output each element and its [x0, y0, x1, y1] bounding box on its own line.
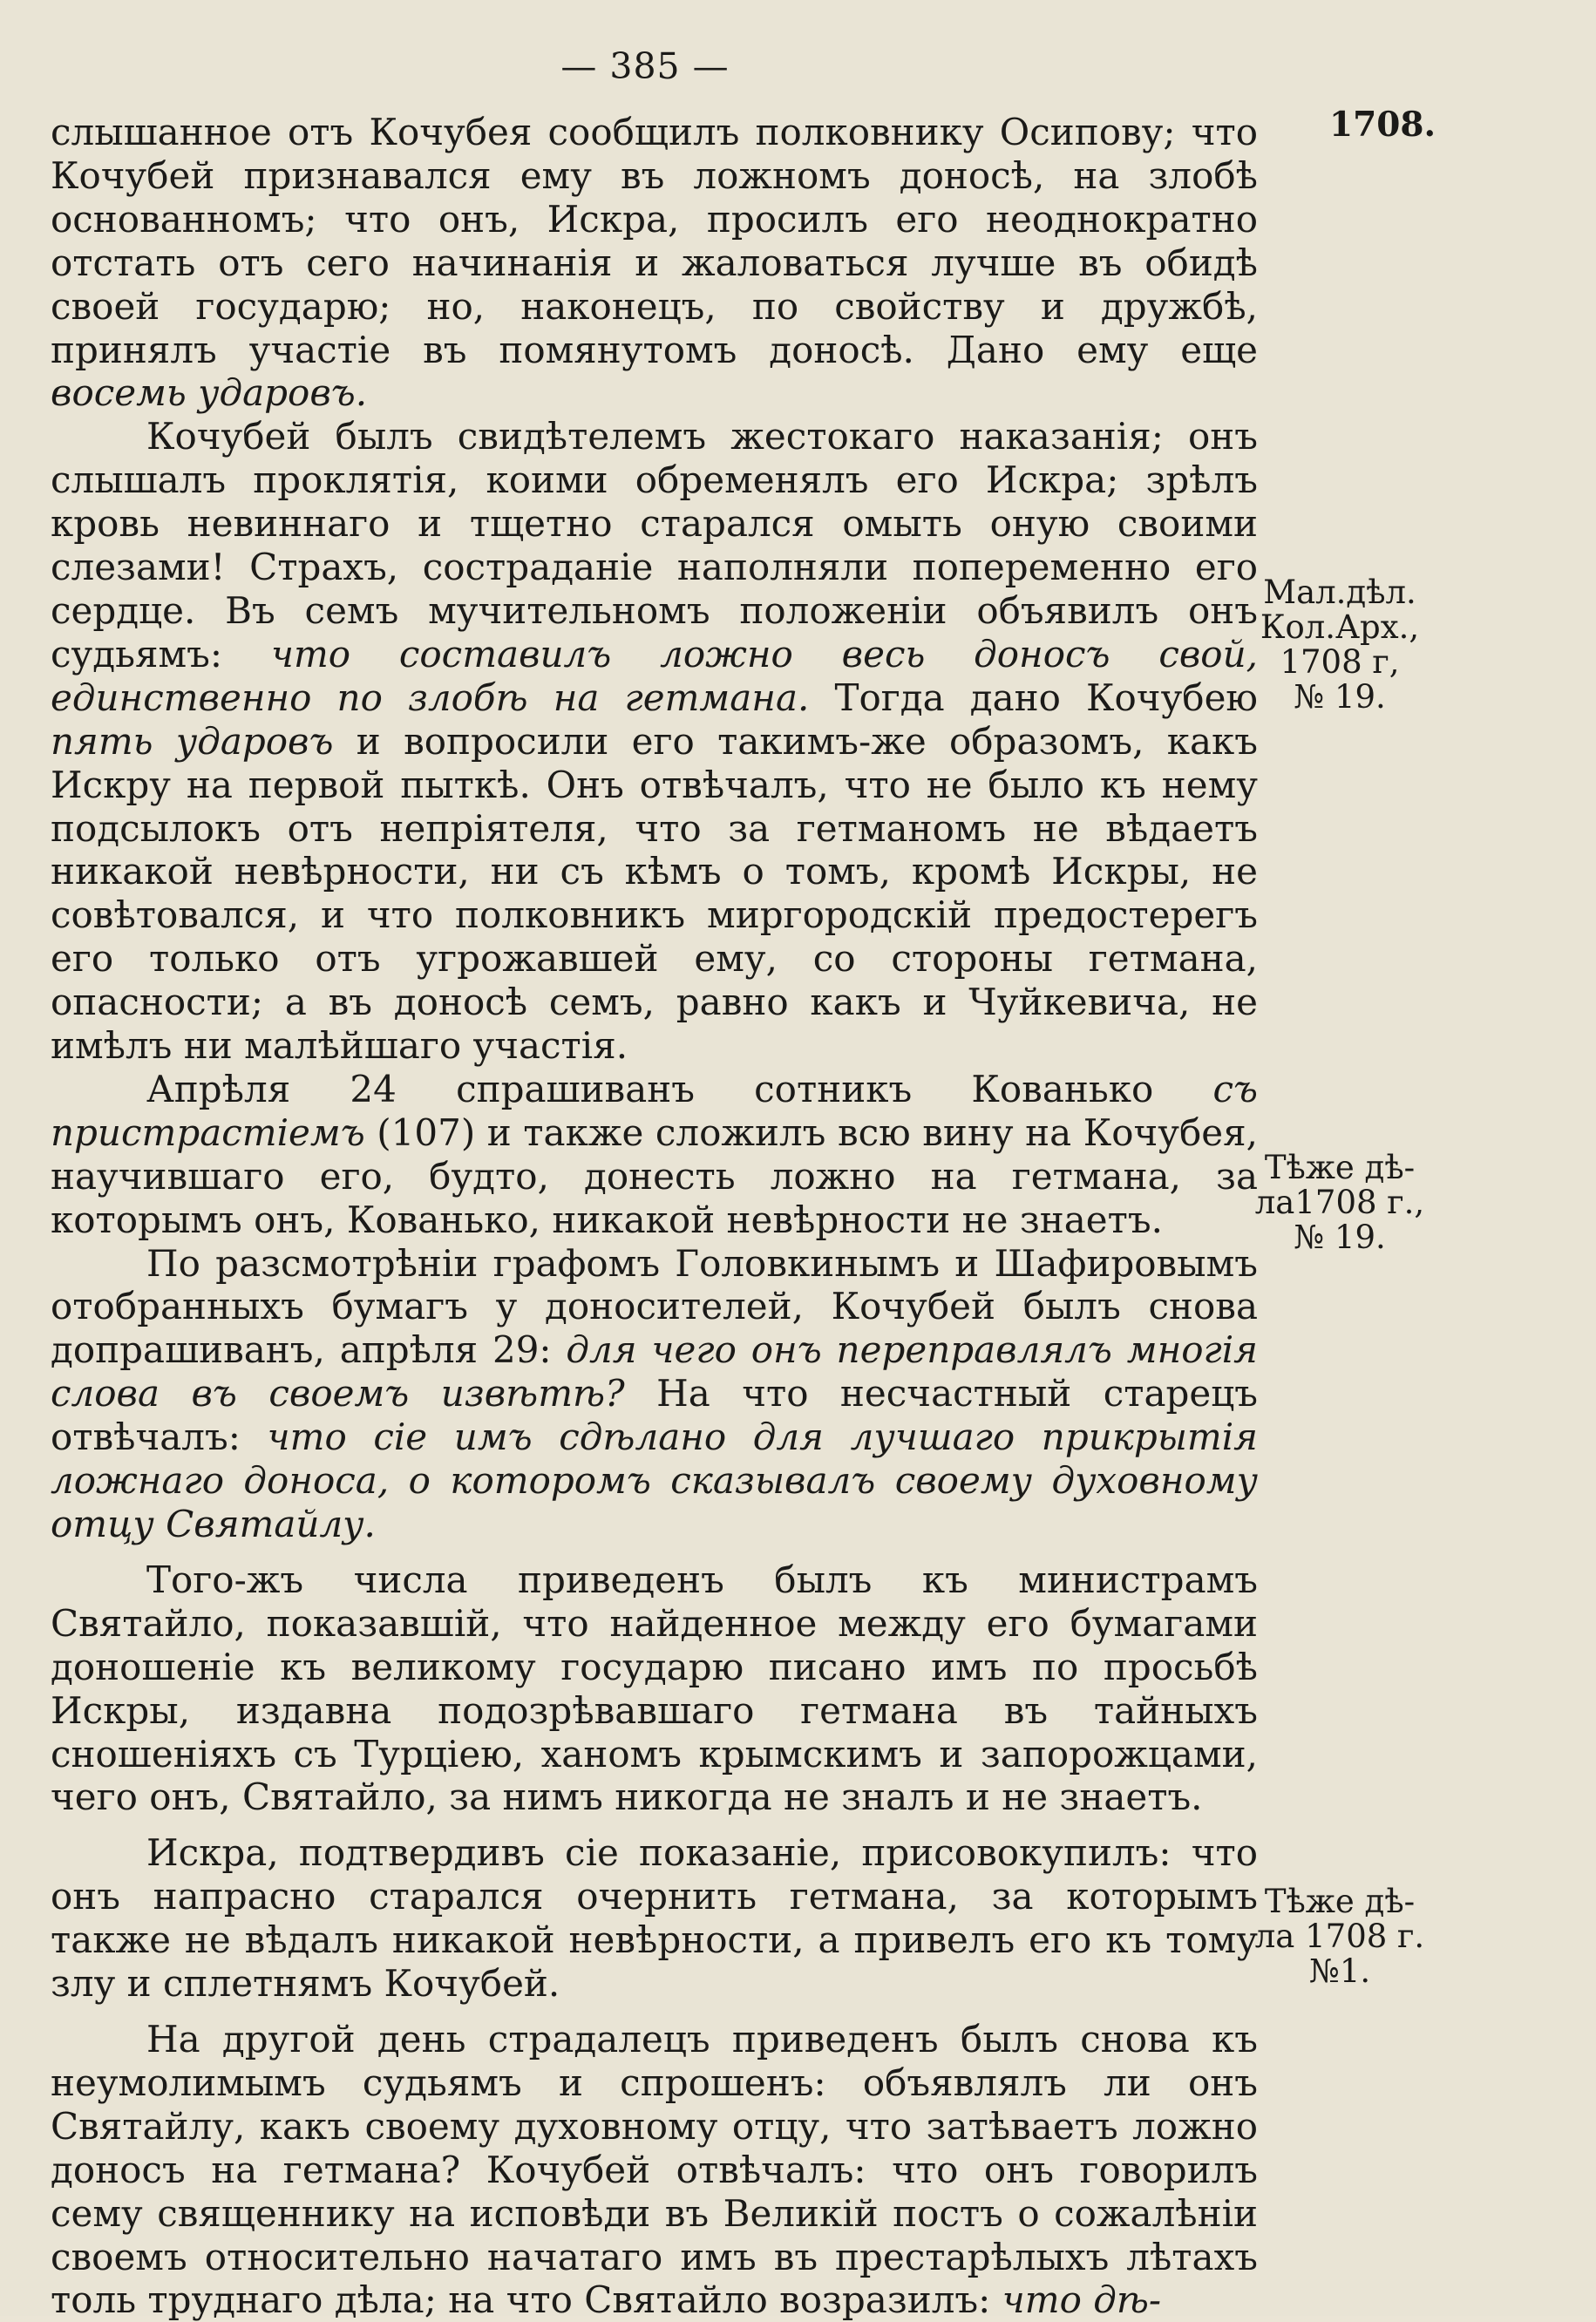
text-run: Тогда дано Кочубею [809, 676, 1258, 719]
page-number: — 385 — [560, 45, 730, 87]
margin-note-line: ла 1708 г. [1254, 1918, 1425, 1955]
text-run: Кочубей былъ свидѣтелемъ жестокаго наказанія; онъ слышалъ проклятія, коими обременялъ его Искра; зрѣлъ кровь невиннаго и тщетно старался омыть оную своими слезами! Страхъ, состраданіе наполняли попеременно его сердце. Въ семъ мучительномъ положеніи объявилъ онъ судьямъ: [51, 415, 1258, 676]
margin-note-line: Мал.дѣл. [1263, 574, 1416, 611]
paragraph-2 [51, 415, 1258, 1068]
paragraph-4 [51, 1242, 1258, 1546]
margin-note-line: ла1708 г., [1254, 1184, 1425, 1221]
italic-text: для чего онъ переправлялъ многія слова въ своемъ извѣтѣ? [51, 1328, 1258, 1416]
text-run: Искра, подтвердивъ сіе показаніе, присовокупилъ: что онъ напрасно старался очернить гетмана, за которымъ также не вѣдалъ никакой невѣрности, а привелъ его къ тому злу и сплетнямъ Кочубей. [51, 1831, 1258, 2006]
paragraph-1 [51, 111, 1258, 415]
margin-note-line: № 19. [1294, 678, 1386, 716]
text-run: Апрѣля 24 спрашиванъ сотникъ Кованько [146, 1067, 1213, 1110]
italic-text: что дѣ- [1002, 2278, 1162, 2322]
italic-text: восемь ударовъ. [51, 371, 368, 415]
margin-note-line: Тѣже дѣ- [1264, 1149, 1416, 1186]
text-run: Того-жъ числа приведенъ былъ къ министрамъ Святайло, показавшій, что найденное между его бумагами доношеніе къ великому государю писано имъ по просьбѣ Искры, издавна подозрѣвавшаго гетмана въ тайныхъ сношеніяхъ съ Турціею, ханомъ крымскимъ и запорожцами, чего онъ, Святайло, за нимъ никогда не зналъ и не знаетъ. [51, 1558, 1258, 1819]
margin-note-same-files-2 [1248, 1884, 1431, 1989]
margin-note-same-files-1 [1248, 1151, 1431, 1255]
text-run: (107) и также сложилъ всю вину на Кочубея, научившаго его, будто, донесть ложно на гетмана, за которымъ онъ, Кованько, никакой невѣрности не знаетъ. [51, 1110, 1258, 1241]
margin-note-line: №1. [1308, 1952, 1371, 1990]
italic-text: что сіе имъ сдѣлано для лучшаго прикрытія ложнаго доноса, о которомъ сказывалъ своему духовному отцу Святайлу. [51, 1416, 1258, 1545]
paragraph-6 [51, 1831, 1258, 2006]
text-run: На что несчастный старецъ отвѣчалъ: [51, 1372, 1259, 1459]
text-run: На другой день страдалецъ приведенъ былъ снова къ неумолимымъ судьямъ и спрошенъ: объявлялъ ли онъ Святайлу, какъ своему духовному отцу, что затѣваетъ ложно доносъ на гетмана? Кочубей отвѣчалъ: что онъ говорилъ сему священнику на исповѣди въ Великій постъ о сожалѣніи своемъ относительно начатаго имъ въ престарѣлыхъ лѣтахъ толь труднаго дѣла; на что Святайло возразилъ: [51, 2017, 1258, 2322]
text-run: и вопросили его такимъ-же образомъ, какъ Искру на первой пыткѣ. Онъ отвѣчалъ, что не было къ нему подсылокъ отъ непріятеля, что за гетманомъ не вѣдаетъ никакой невѣрности, ни съ кѣмъ о томъ, кромѣ Искры, не совѣтовался, и что полковникъ миргородскій предостерегъ его только отъ угрожавшей ему, со стороны гетмана, опасности; а въ доносѣ семъ, равно какъ и Чуйкевича, не имѣлъ ни малѣйшаго участія. [51, 719, 1258, 1068]
margin-note-line: № 19. [1294, 1219, 1386, 1256]
italic-text: что составилъ ложно весь доносъ свой, единственно по злобѣ на гетмана. [51, 632, 1258, 719]
main-text [51, 111, 1258, 2322]
paragraph-5 [51, 1558, 1258, 1819]
margin-note-line: Тѣже дѣ- [1264, 1883, 1416, 1920]
margin-note-line: Кол.Арх., [1260, 608, 1420, 646]
year-header: 1708. [1329, 105, 1436, 145]
italic-text: пять ударовъ [51, 719, 334, 763]
margin-note-archive [1248, 575, 1431, 715]
text-run: слышанное отъ Кочубея сообщилъ полковнику Осипову; что Кочубей признавался ему въ ложномъ доносѣ, на злобѣ основанномъ; что онъ, Искра, просилъ его неоднократно отстать отъ сего начинанія и жаловаться лучше въ обидѣ своей государю; но, наконецъ, по свойству и дружбѣ, принялъ участіе въ помянутомъ доносѣ. Дано ему еще [51, 111, 1258, 371]
text-run: По разсмотрѣніи графомъ Головкинымъ и Шафировымъ отобранныхъ бумагъ у доносителей, Кочубей былъ снова допрашиванъ, апрѣля 29: [51, 1241, 1258, 1372]
paragraph-7 [51, 2018, 1258, 2322]
margin-note-line: 1708 г, [1280, 643, 1400, 681]
paragraph-3 [51, 1068, 1258, 1242]
italic-text: съ пристрастіемъ [51, 1067, 1258, 1154]
